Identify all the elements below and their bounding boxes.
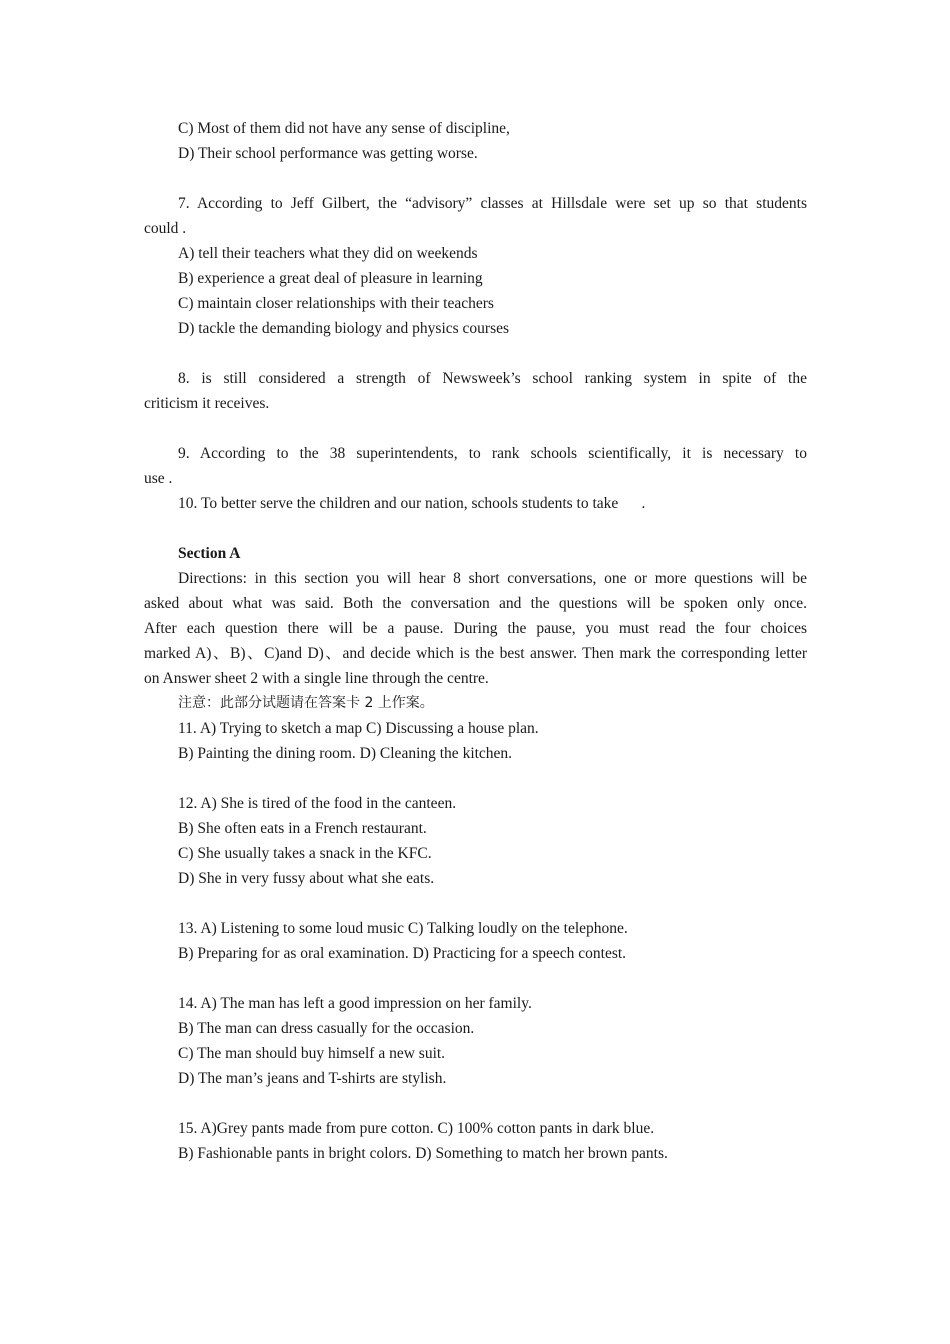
document-page [144, 116, 807, 1166]
q12-option-d: D) She in very fussy about what she eats. [178, 870, 435, 887]
question-13 [144, 916, 807, 966]
q9-stem-line2: use . [144, 470, 173, 487]
directions-line: Directions: in this section you will hear 8 short conversations, one or more questions will be [178, 570, 807, 587]
q11-line1: 11. A) Trying to sketch a map C) Discussing a house plan. [178, 720, 539, 737]
q10-stem: 10. To better serve the children and our nation, schools students to take . [178, 495, 646, 512]
spacer [144, 416, 807, 441]
q11-line2: B) Painting the dining room. D) Cleaning the kitchen. [178, 745, 513, 762]
chinese-note: 注意：此部分试题请在答案卡 2 上作案。 [178, 695, 434, 711]
q6-option-c: C) Most of them did not have any sense of discipline, [178, 120, 510, 137]
q8-stem-line1: 8. is still considered a strength of Newsweek’s school ranking system in spite of the [178, 370, 807, 387]
q6-option-d: D) Their school performance was getting worse. [178, 145, 478, 162]
spacer [144, 891, 807, 916]
q7-option-a: A) tell their teachers what they did on weekends [178, 245, 478, 262]
q13-line1: 13. A) Listening to some loud music C) Talking loudly on the telephone. [178, 920, 628, 937]
q9-stem-line1: 9. According to the 38 superintendents, to rank schools scientifically, it is necessary to [178, 445, 807, 462]
q12-option-c: C) She usually takes a snack in the KFC. [178, 845, 432, 862]
directions-line: asked about what was said. Both the conversation and the questions will be spoken only once. [144, 595, 807, 612]
q14-option-b: B) The man can dress casually for the occasion. [178, 1020, 475, 1037]
q14-option-c: C) The man should buy himself a new suit. [178, 1045, 446, 1062]
q7-option-d: D) tackle the demanding biology and physics courses [178, 320, 510, 337]
q7-stem-line2: could . [144, 220, 187, 237]
question-10 [144, 491, 807, 516]
question-15 [144, 1116, 807, 1166]
directions-line: on Answer sheet 2 with a single line through the centre. [144, 670, 489, 687]
spacer [144, 766, 807, 791]
spacer [144, 966, 807, 991]
question-12 [144, 791, 807, 891]
question-6-options [144, 116, 807, 166]
question-7 [144, 191, 807, 341]
q14-option-a: 14. A) The man has left a good impression on her family. [178, 995, 532, 1012]
question-11 [144, 716, 807, 766]
directions-line: After each question there will be a pause. During the pause, you must read the four choices [144, 620, 807, 637]
spacer [144, 166, 807, 191]
q7-option-b: B) experience a great deal of pleasure in learning [178, 270, 483, 287]
q12-option-a: 12. A) She is tired of the food in the canteen. [178, 795, 457, 812]
q15-line1: 15. A)Grey pants made from pure cotton. C) 100% cotton pants in dark blue. [178, 1120, 655, 1137]
question-9 [144, 441, 807, 491]
q12-option-b: B) She often eats in a French restaurant. [178, 820, 427, 837]
spacer [144, 516, 807, 541]
spacer [144, 1091, 807, 1116]
q15-line2: B) Fashionable pants in bright colors. D) Something to match her brown pants. [178, 1145, 668, 1162]
section-a [144, 541, 807, 716]
q7-stem-line1: 7. According to Jeff Gilbert, the “advisory” classes at Hillsdale were set up so that students [178, 195, 807, 212]
q13-line2: B) Preparing for as oral examination. D) Practicing for a speech contest. [178, 945, 627, 962]
spacer [144, 341, 807, 366]
section-title: Section A [178, 545, 241, 562]
q14-option-d: D) The man’s jeans and T-shirts are stylish. [178, 1070, 447, 1087]
question-8 [144, 366, 807, 416]
directions-line: marked A)、B)、C)and D)、and decide which is the best answer. Then mark the corresponding letter [144, 645, 807, 662]
q8-stem-line2: criticism it receives. [144, 395, 270, 412]
question-14 [144, 991, 807, 1091]
q7-option-c: C) maintain closer relationships with their teachers [178, 295, 494, 312]
